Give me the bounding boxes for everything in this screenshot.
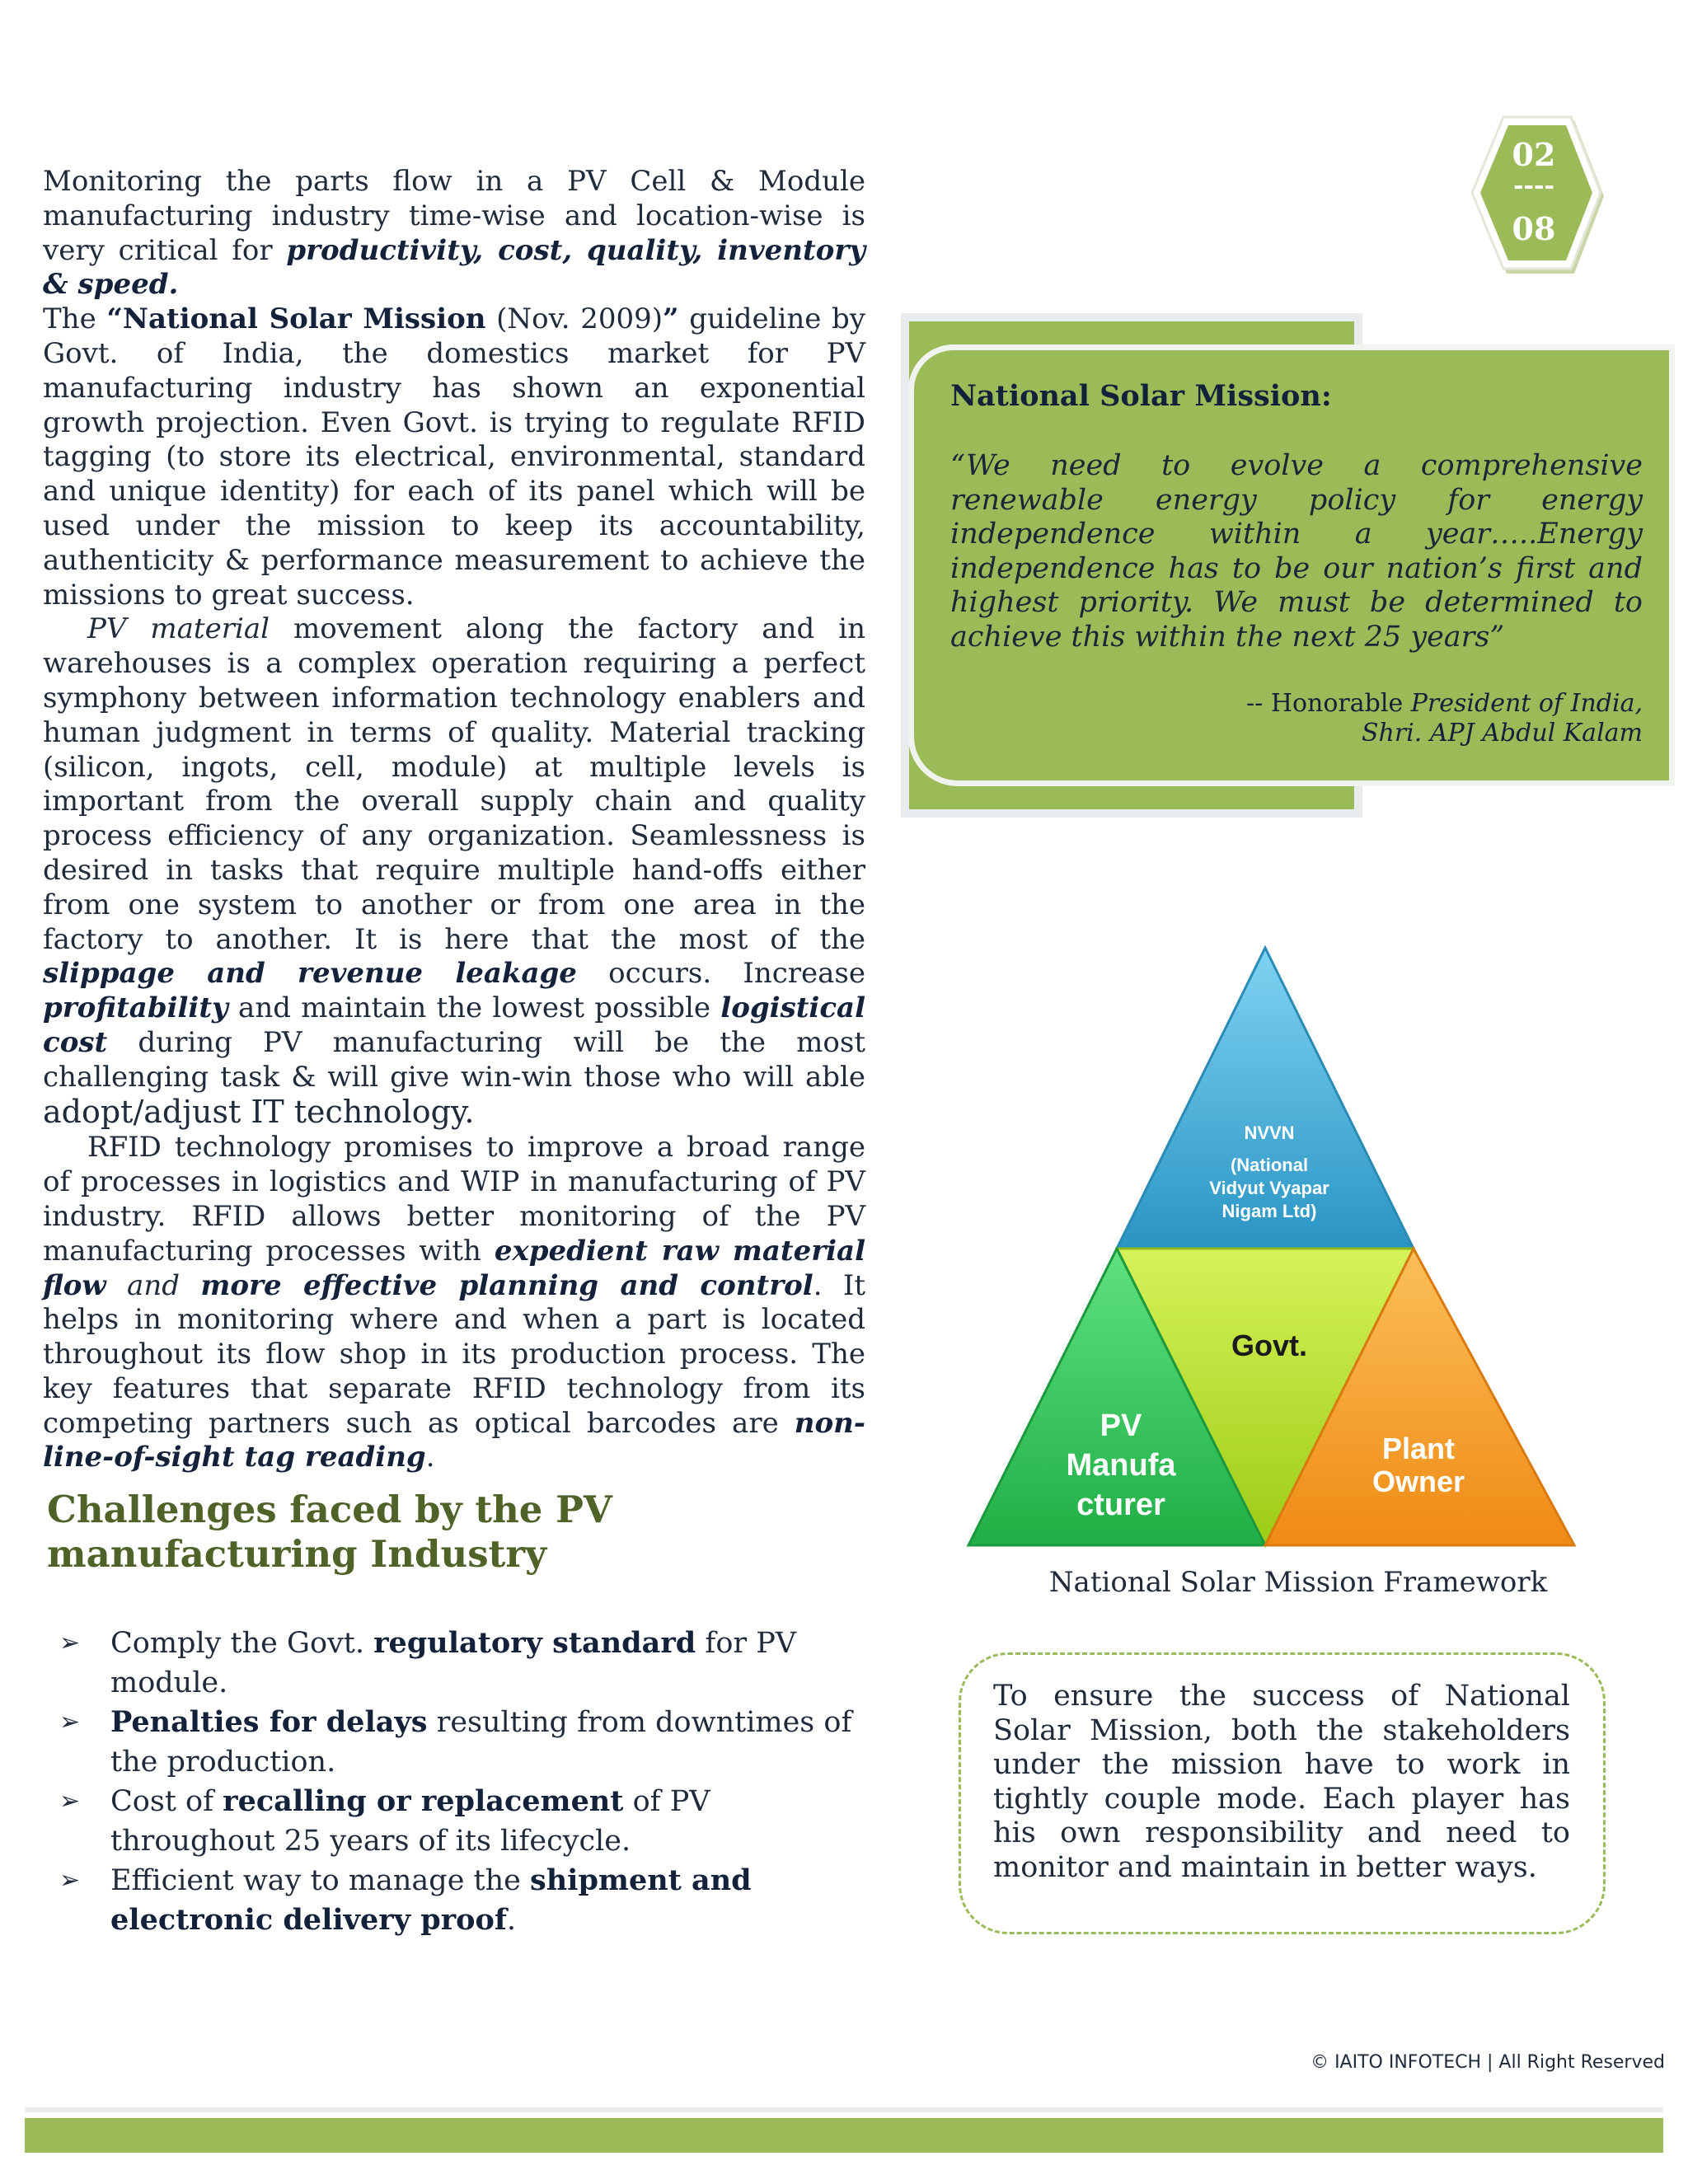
- emphasis-text: Penalties for delays: [110, 1705, 428, 1739]
- text-run: resulting from downtimes of the production.: [110, 1706, 852, 1779]
- paragraph-3: [43, 612, 865, 1131]
- emphasis-text: non-line-of-sight tag reading: [43, 1406, 865, 1474]
- emphasis-text: shipment and electronic delivery proof: [110, 1863, 752, 1937]
- diagram-caption: National Solar Mission Framework: [1048, 1566, 1548, 1599]
- emphasis-text: recalling or replacement: [223, 1784, 624, 1818]
- attribution-line-1: [950, 689, 1643, 719]
- text-run: . It helps in monitoring where and when a part is located throughout its flow shop in its production process. The key features that separate RFID technology from its competing partners such as optical barcodes are: [43, 1268, 865, 1440]
- text-run: guideline by Govt. of India, the domestics market for PV manufacturing industry has shown an exponential growth projection. Even Govt. is trying to regulate RFID tagging (to store its electrical, environmental, standard and unique identity) for each of its panel which will be used under the mission to keep its accountability, authenticity & performance measurement to achieve the missions to great success.: [43, 302, 866, 612]
- label-pv-manufacturer-line3: cturer: [1076, 1488, 1165, 1522]
- quote-text: “We need to evolve a comprehensive renewable energy policy for energy independence within a year…..Energy independence has to be our nation’s first and highest priority. We must be determined to achieve this within the next 25 years”: [950, 449, 1643, 654]
- page-number-separator: ----: [1513, 171, 1554, 200]
- attribution-role: President of India,: [1410, 689, 1643, 718]
- page-number-badge: [1467, 115, 1607, 280]
- paragraph-4: [43, 1131, 865, 1475]
- text-run: movement along the factory and in warehouses is a complex operation requiring a perfect symphony between information technology enablers and human judgment in terms of quality. Material tracking (silicon, ingots, cell, module) at multiple levels is important from the overall supply chain and quality process efficiency of any organization. Seamlessness is desired in tasks that require multiple hand-offs either from one system to another or from one area in the factory to another. It is here that the most of the: [43, 612, 865, 956]
- text-run: Efficient way to manage the: [110, 1864, 530, 1897]
- attribution-prefix: -- Honorable: [1246, 689, 1411, 718]
- arrow-bullet-icon: ➢: [59, 1708, 81, 1736]
- text-run: adopt/adjust IT technology.: [43, 1093, 475, 1130]
- arrow-bullet-icon: ➢: [59, 1787, 81, 1816]
- list-item: [59, 1861, 884, 1940]
- footer-divider: [25, 2107, 1663, 2112]
- attribution-name: Shri. APJ Abdul Kalam: [1361, 719, 1643, 748]
- footer-bar: [25, 2118, 1663, 2153]
- framework-pyramid: [964, 940, 1582, 1549]
- emphasis-text: productivity, cost, quality, inventory & speed.: [43, 233, 865, 302]
- note-text: To ensure the success of National Solar Mission, both the stakeholders under the mission have to work in tightly couple mode. Each player has his own responsibility and need to monitor and maintain in better ways.: [993, 1680, 1570, 1884]
- label-nvvn: NVVN: [1244, 1122, 1295, 1143]
- text-run: (Nov. 2009): [485, 302, 663, 336]
- arrow-bullet-icon: ➢: [59, 1629, 81, 1657]
- emphasis-text: ”: [663, 302, 679, 336]
- text-run: and maintain the lowest possible: [227, 991, 721, 1025]
- list-item: [59, 1624, 884, 1703]
- text-run: of PV throughout 25 years of its lifecycle.: [110, 1785, 710, 1858]
- challenges-list: [59, 1624, 884, 1940]
- quote-title: National Solar Mission:: [950, 379, 1332, 413]
- page-number-current: 02: [1512, 136, 1556, 173]
- text-run: The: [43, 302, 107, 336]
- emphasis-text: slippage and revenue leakage: [43, 957, 577, 991]
- label-nvvn-line3: Vidyut Vyapar: [1209, 1178, 1329, 1198]
- text-run: Monitoring the parts flow in a PV Cell & Module manufacturing industry time-wise and location-wise is very critical for: [43, 165, 865, 267]
- text-run: for PV module.: [110, 1627, 797, 1699]
- list-item: [59, 1703, 884, 1782]
- arrow-bullet-icon: ➢: [59, 1866, 81, 1895]
- emphasis-text: “National Solar Mission: [106, 302, 486, 336]
- copyright-notice: © IAITO INFOTECH | All Right Reserved: [1311, 2052, 1665, 2073]
- label-pv-manufacturer-line2: Manufa: [1066, 1448, 1176, 1483]
- label-plant-owner-line2: Owner: [1372, 1465, 1465, 1498]
- text-run: Comply the Govt.: [110, 1627, 374, 1660]
- label-pv-manufacturer: PV: [1100, 1408, 1142, 1443]
- emphasis-text: regulatory standard: [373, 1626, 696, 1660]
- emphasis-text: logistical cost: [43, 991, 865, 1059]
- label-nvvn-line2: (National: [1230, 1155, 1309, 1175]
- section-heading: Challenges faced by the PV manufacturing Industry: [47, 1488, 612, 1576]
- text-run: during PV manufacturing will be the most challenging task & will give win-win those who will able: [43, 1025, 865, 1094]
- text-run: RFID technology promises to improve a broad range of processes in logistics and WIP in manufacturing of PV industry. RFID allows better monitoring of the PV manufacturing processes with: [43, 1131, 865, 1268]
- label-plant-owner: Plant: [1381, 1432, 1456, 1465]
- text-run: .: [506, 1904, 517, 1937]
- text-run: .: [425, 1441, 435, 1474]
- paragraph-1: [43, 165, 865, 302]
- page-number-total: 08: [1512, 210, 1556, 247]
- body-text: [43, 165, 865, 1475]
- italic-text: and: [106, 1268, 201, 1302]
- emphasis-text: profitability: [43, 991, 228, 1025]
- quote-attribution: [950, 689, 1643, 748]
- text-run: occurs. Increase: [576, 957, 865, 991]
- emphasis-text: more effective planning and control: [200, 1268, 814, 1302]
- list-item: [59, 1782, 884, 1861]
- italic-text: PV material: [87, 612, 270, 646]
- emphasis-text: expedient raw material flow: [43, 1234, 865, 1302]
- label-govt: Govt.: [1231, 1329, 1308, 1362]
- paragraph-2: [43, 302, 865, 612]
- label-nvvn-line4: Nigam Ltd): [1221, 1201, 1317, 1221]
- text-run: Cost of: [110, 1785, 223, 1818]
